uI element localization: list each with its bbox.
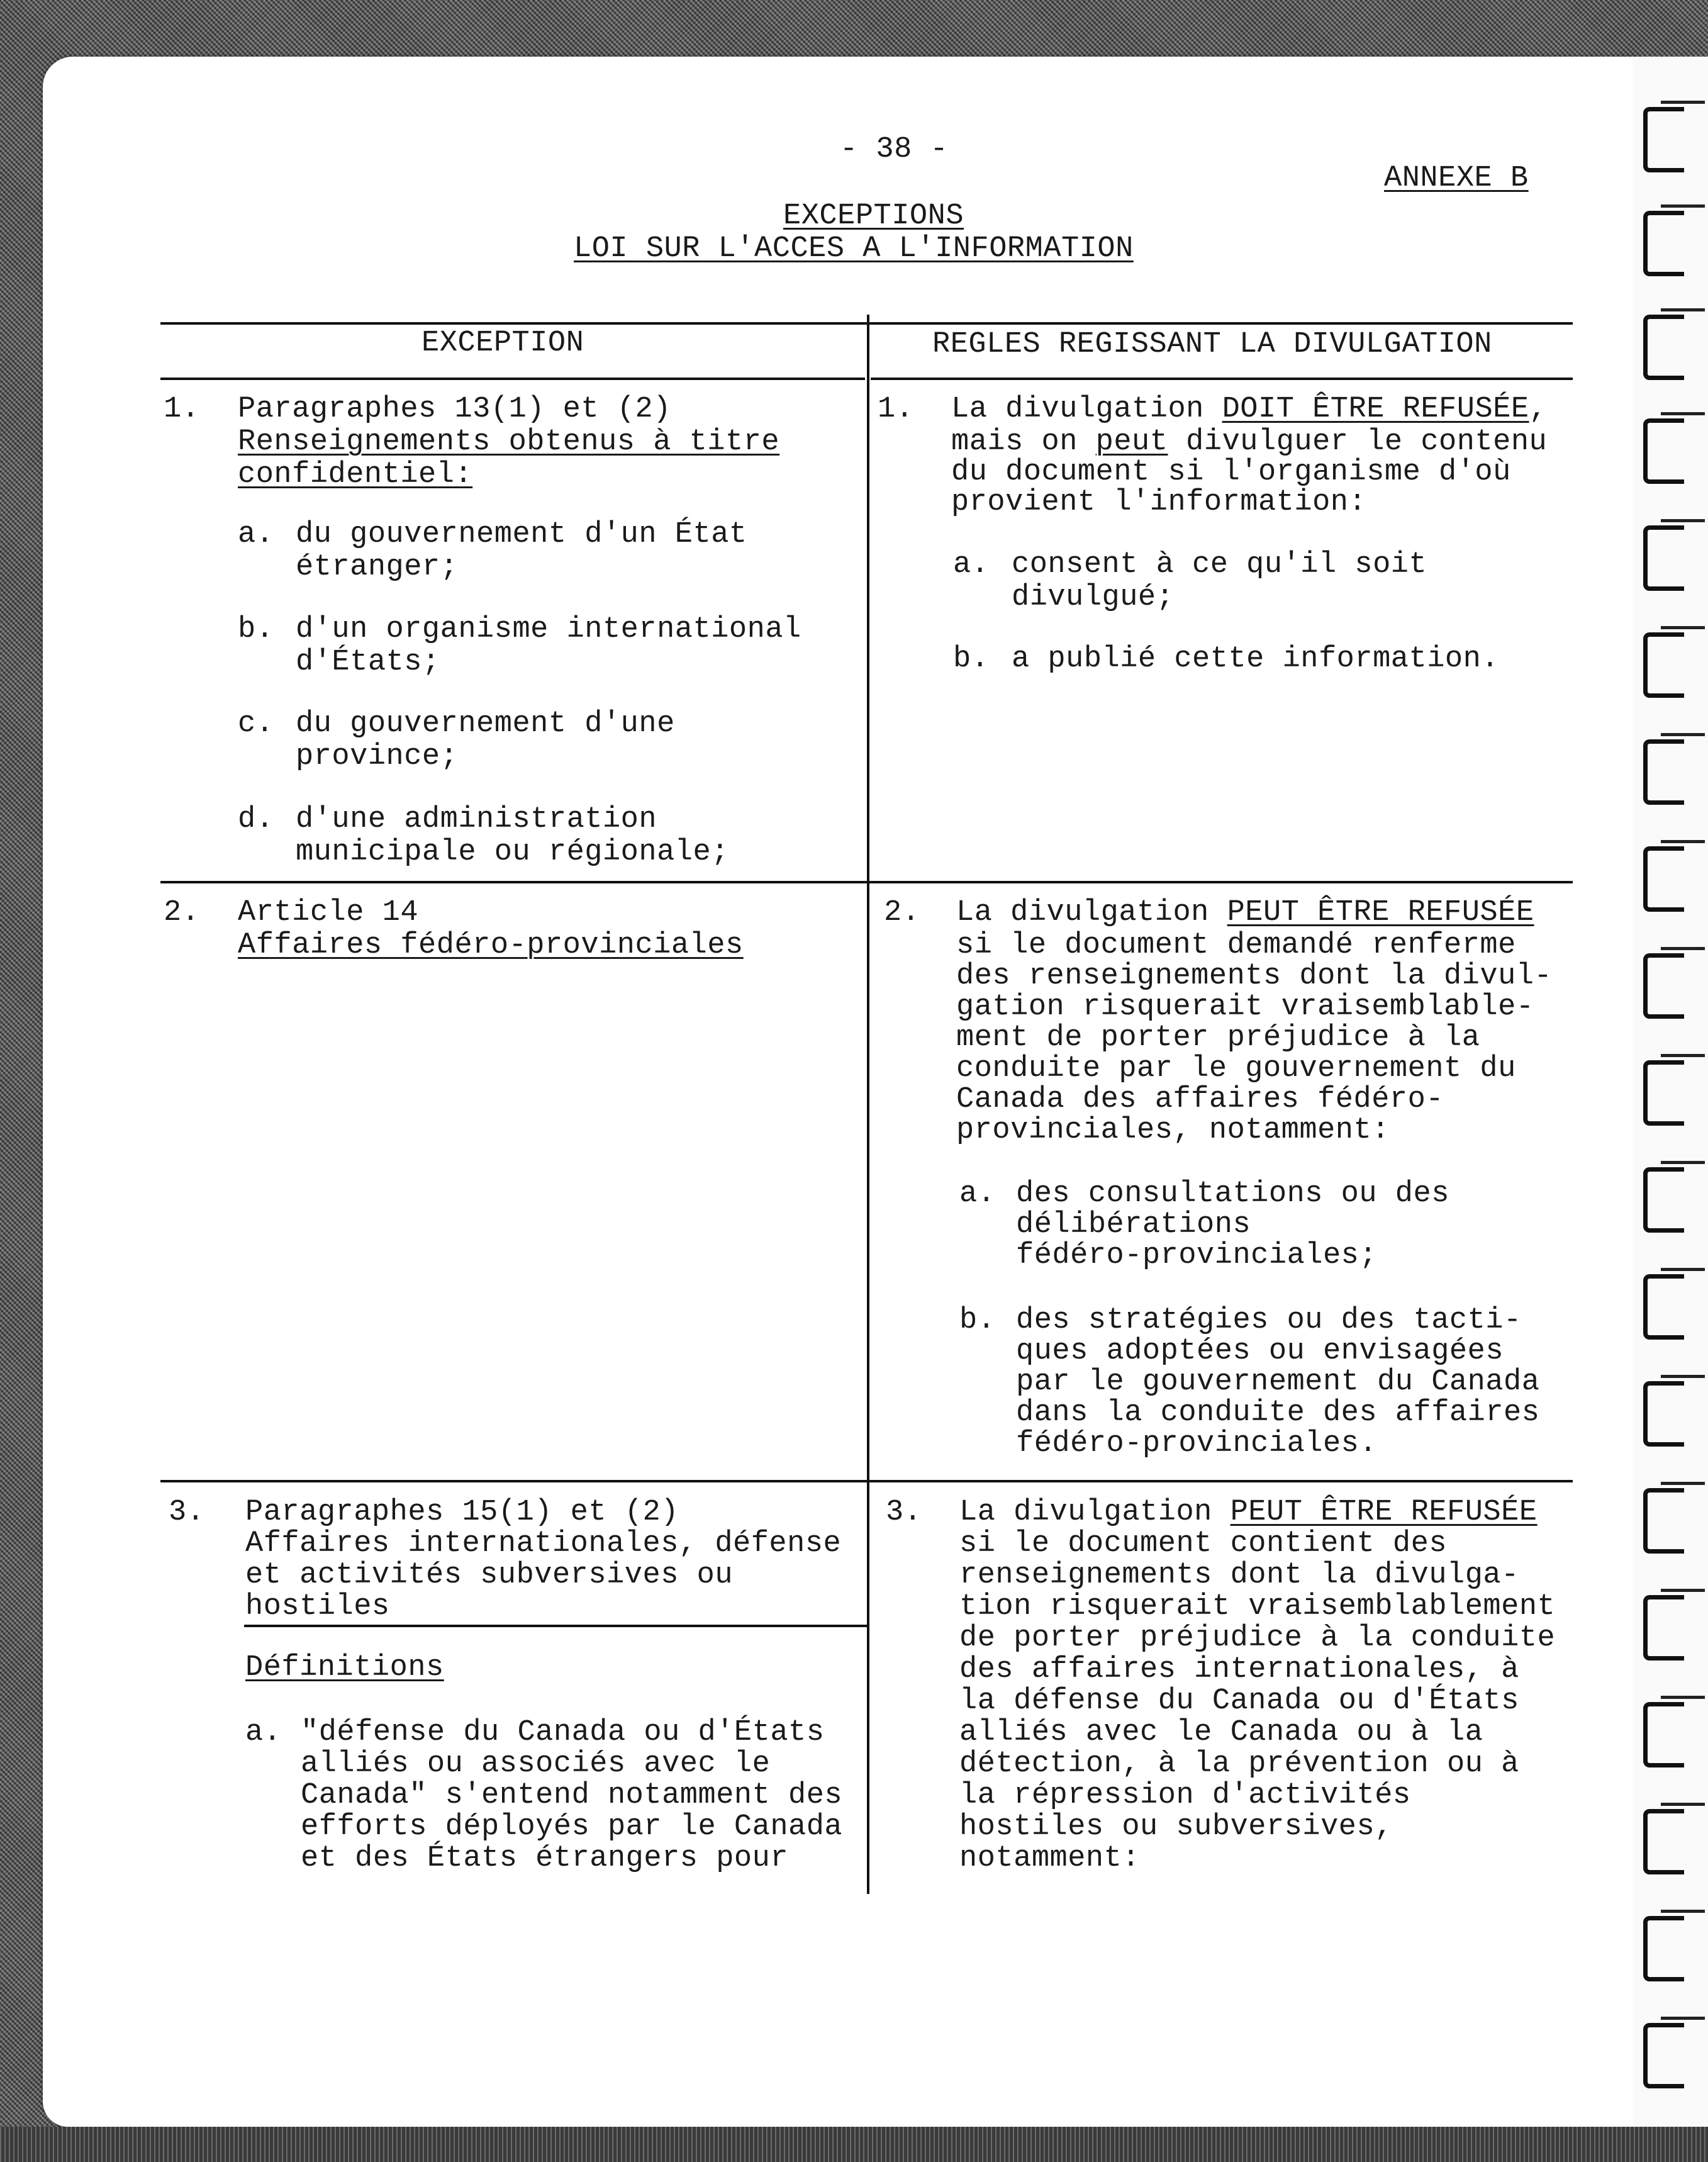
row2-right-a1: des consultations ou des <box>1016 1177 1449 1211</box>
row3-right-line9: détection, à la prévention ou à <box>959 1747 1519 1781</box>
row1-right-line1: La divulgation DOIT ÊTRE REFUSÉE, <box>951 393 1548 426</box>
row1-right-b-label: b. <box>953 642 990 676</box>
row3-left-num: 3. <box>169 1496 205 1529</box>
row2-left-line2: Affaires fédéro-provinciales <box>238 929 744 962</box>
row2-right-line5: ment de porter préjudice à la <box>956 1021 1480 1055</box>
row3-left-line1: Paragraphes 15(1) et (2) <box>245 1496 679 1529</box>
row2-right-b4: dans la conduite des affaires <box>1016 1396 1540 1430</box>
table-center-rule <box>867 315 869 1894</box>
row2-right-line3: des renseignements dont la divul- <box>956 960 1553 993</box>
row2-right-a2: délibérations <box>1016 1208 1251 1241</box>
row3-right-line8: alliés avec le Canada ou à la <box>959 1716 1483 1749</box>
row1-left-c1: du gouvernement d'une <box>296 707 675 741</box>
row2-right-b5: fédéro-provinciales. <box>1016 1427 1378 1460</box>
row3-left-line2: Affaires internationales, défense <box>245 1527 842 1560</box>
annex-label: ANNEXE B <box>1384 162 1529 195</box>
row2-left-line1: Article 14 <box>238 896 419 929</box>
row3-left-line3: et activités subversives ou <box>245 1559 734 1592</box>
row1-left-line1: Paragraphes 13(1) et (2) <box>238 393 671 426</box>
title-line-1: EXCEPTIONS <box>783 199 964 233</box>
col-header-rules: REGLES REGISSANT LA DIVULGATION <box>932 328 1492 361</box>
row2-right-line1: La divulgation PEUT ÊTRE REFUSÉE <box>956 896 1534 929</box>
row3-right-line3: renseignements dont la divulga- <box>959 1559 1519 1592</box>
title-line-2: LOI SUR L'ACCES A L'INFORMATION <box>574 232 1134 266</box>
page-number: - 38 - <box>840 133 949 166</box>
row1-left-a1: du gouvernement d'un État <box>296 518 747 551</box>
row-rule-1 <box>160 881 1573 883</box>
row3-right-num: 3. <box>886 1496 922 1529</box>
row3-left-a3: Canada" s'entend notamment des <box>301 1779 843 1812</box>
row2-right-b2: ques adoptées ou envisagées <box>1016 1335 1504 1368</box>
row1-left-d2: municipale ou régionale; <box>296 836 729 869</box>
row3-left-def-heading: Définitions <box>245 1651 444 1684</box>
row2-left-num: 2. <box>164 896 200 929</box>
row1-left-num: 1. <box>164 393 200 426</box>
col-header-exception: EXCEPTION <box>421 327 584 360</box>
row3-left-a1: "défense du Canada ou d'États <box>301 1716 825 1749</box>
row3-right-line2: si le document contient des <box>959 1527 1448 1560</box>
row3-right-line11: hostiles ou subversives, <box>959 1810 1393 1844</box>
row1-left-line2: Renseignements obtenus à titre <box>238 425 780 459</box>
row1-left-line3: confidentiel: <box>238 458 473 491</box>
row3-right-line5: de porter préjudice à la conduite <box>959 1622 1556 1655</box>
row3-right-line7: la défense du Canada ou d'États <box>959 1684 1519 1718</box>
row2-right-line6: conduite par le gouvernement du <box>956 1052 1516 1085</box>
header-rule-left <box>160 378 865 380</box>
row2-right-b1: des stratégies ou des tacti- <box>1016 1304 1522 1337</box>
scan-edge-bottom <box>0 2127 1708 2162</box>
row3-right-line10: la répression d'activités <box>959 1779 1411 1812</box>
row2-right-b3: par le gouvernement du Canada <box>1016 1365 1540 1399</box>
row1-right-a-label: a. <box>953 548 990 581</box>
row2-right-a3: fédéro-provinciales; <box>1016 1239 1378 1272</box>
row1-left-a-label: a. <box>238 518 274 551</box>
row3-left-line4: hostiles <box>245 1590 390 1623</box>
row1-right-a1: consent à ce qu'il soit <box>1012 548 1427 581</box>
row2-right-line8: provinciales, notamment: <box>956 1114 1390 1147</box>
row1-left-b1: d'un organisme international <box>296 613 801 646</box>
row-rule-2 <box>160 1480 1573 1482</box>
row2-right-b-label: b. <box>959 1304 996 1337</box>
row3-left-a2: alliés ou associés avec le <box>301 1747 771 1781</box>
row1-left-b-label: b. <box>238 613 274 646</box>
row1-left-a2: étranger; <box>296 551 459 584</box>
row3-left-a-label: a. <box>245 1716 282 1749</box>
row1-right-line4: provient l'information: <box>951 486 1367 519</box>
row3-left-a4: efforts déployés par le Canada <box>301 1810 843 1844</box>
row3-left-title-rule <box>244 1625 868 1627</box>
row2-right-line2: si le document demandé renferme <box>956 929 1516 962</box>
row2-right-num: 2. <box>884 896 920 929</box>
row2-right-line4: gation risquerait vraisemblable- <box>956 990 1534 1024</box>
row1-right-b1: a publié cette information. <box>1012 642 1500 676</box>
row3-left-a5: et des États étrangers pour <box>301 1842 789 1875</box>
header-rule-right <box>871 378 1573 380</box>
row1-right-line3: du document si l'organisme d'où <box>951 456 1511 489</box>
row3-right-line1: La divulgation PEUT ÊTRE REFUSÉE <box>959 1496 1538 1529</box>
row1-left-d-label: d. <box>238 803 274 836</box>
row1-left-c2: province; <box>296 740 459 773</box>
row3-right-line12: notamment: <box>959 1842 1141 1875</box>
row2-right-line7: Canada des affaires fédéro- <box>956 1083 1444 1116</box>
row3-right-line6: des affaires internationales, à <box>959 1653 1519 1686</box>
row1-right-num: 1. <box>878 393 914 426</box>
row2-right-a-label: a. <box>959 1177 996 1211</box>
row1-right-line2: mais on peut divulguer le contenu <box>951 425 1548 459</box>
row1-left-d1: d'une administration <box>296 803 657 836</box>
row1-left-b2: d'États; <box>296 646 440 679</box>
row1-right-a2: divulgué; <box>1012 581 1175 614</box>
row1-left-c-label: c. <box>238 707 274 741</box>
row3-right-line4: tion risquerait vraisemblablement <box>959 1590 1556 1623</box>
